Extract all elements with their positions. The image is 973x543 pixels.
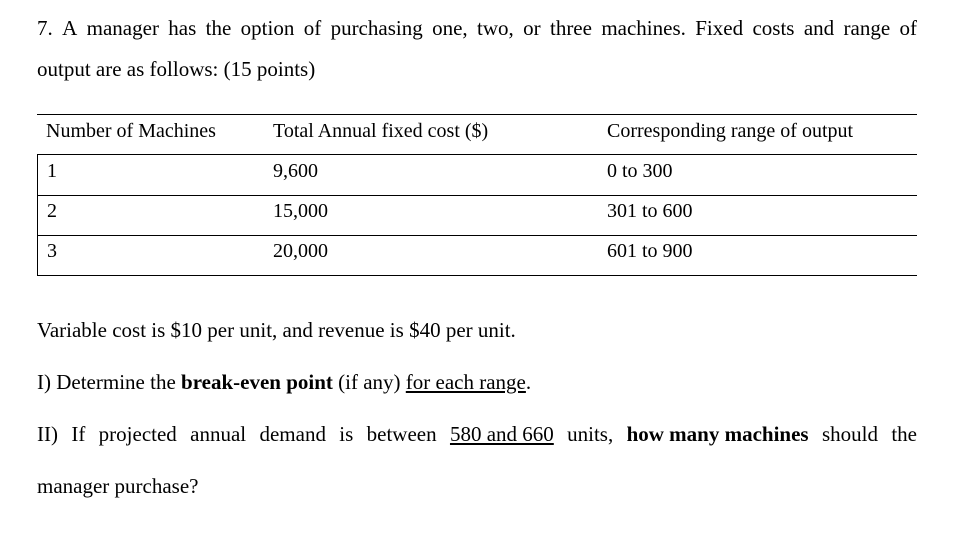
question-word: or [523,16,541,40]
question-word: of [899,16,917,40]
part-2-underlined-range: 580 and 660 [449,422,554,446]
question-line-1 [37,18,917,39]
part-1-suffix: . [525,370,532,394]
part-2-word: the [891,422,917,446]
part-1-underlined: for each range [405,370,526,394]
table-cell-output-range: 601 to 900 [607,240,693,262]
part-2-word: should [821,422,878,446]
question-word: and [803,16,835,40]
part-1-instruction [37,372,531,393]
question-word: manager [86,16,159,40]
question-word: the [205,16,232,40]
question-word: three [549,16,592,40]
part-2-word: If [71,422,86,446]
table-cell-output-range: 301 to 600 [607,200,693,222]
question-word: has [168,16,197,40]
table-row-rule [37,195,917,196]
part-1-bold: break-even point [181,370,333,394]
table-header-rule [37,154,917,155]
table-cell-fixed-cost: 15,000 [273,200,328,222]
question-word: 7. [37,16,53,40]
question-word: option [240,16,295,40]
part-2-word: is [339,422,354,446]
question-word: costs [752,16,795,40]
table-left-rule [37,155,38,275]
question-word: one, [432,16,468,40]
table-cell-machines: 3 [47,240,57,262]
table-cell-output-range: 0 to 300 [607,160,673,182]
question-word: purchasing [330,16,423,40]
part-2-word: projected [98,422,177,446]
table-top-rule [37,114,917,115]
part-2-instruction-line-2: manager purchase? [37,474,199,498]
question-word: machines. [601,16,686,40]
part-2-word: II) [37,422,58,446]
table-header-output-range: Corresponding range of output [607,120,854,142]
part-1-prefix: I) Determine the [37,370,182,394]
question-word: Fixed [695,16,744,40]
table-cell-machines: 1 [47,160,57,182]
part-2-word: between [366,422,437,446]
part-2-instruction-line-1 [37,424,917,445]
question-word: of [303,16,322,40]
part-2-word: units, [567,422,614,446]
table-cell-machines: 2 [47,200,57,222]
variable-cost-statement: Variable cost is $10 per unit, and revenue is $40 per unit. [37,318,516,342]
table-bottom-rule [37,275,917,276]
table-header-fixed-cost: Total Annual fixed cost ($) [273,120,489,142]
table-cell-fixed-cost: 20,000 [273,240,328,262]
table-cell-fixed-cost: 9,600 [273,160,318,182]
question-word: two, [477,16,514,40]
question-word: range [843,16,891,40]
part-1-middle: (if any) [332,370,406,394]
part-2-word: demand [259,422,326,446]
part-2-word: annual [190,422,247,446]
table-header-machines: Number of Machines [46,120,216,142]
question-word: A [62,16,78,40]
part-2-bold-phrase: how many machines [626,422,809,446]
question-line-2: output are as follows: (15 points) [37,57,316,81]
table-row-rule [37,235,917,236]
